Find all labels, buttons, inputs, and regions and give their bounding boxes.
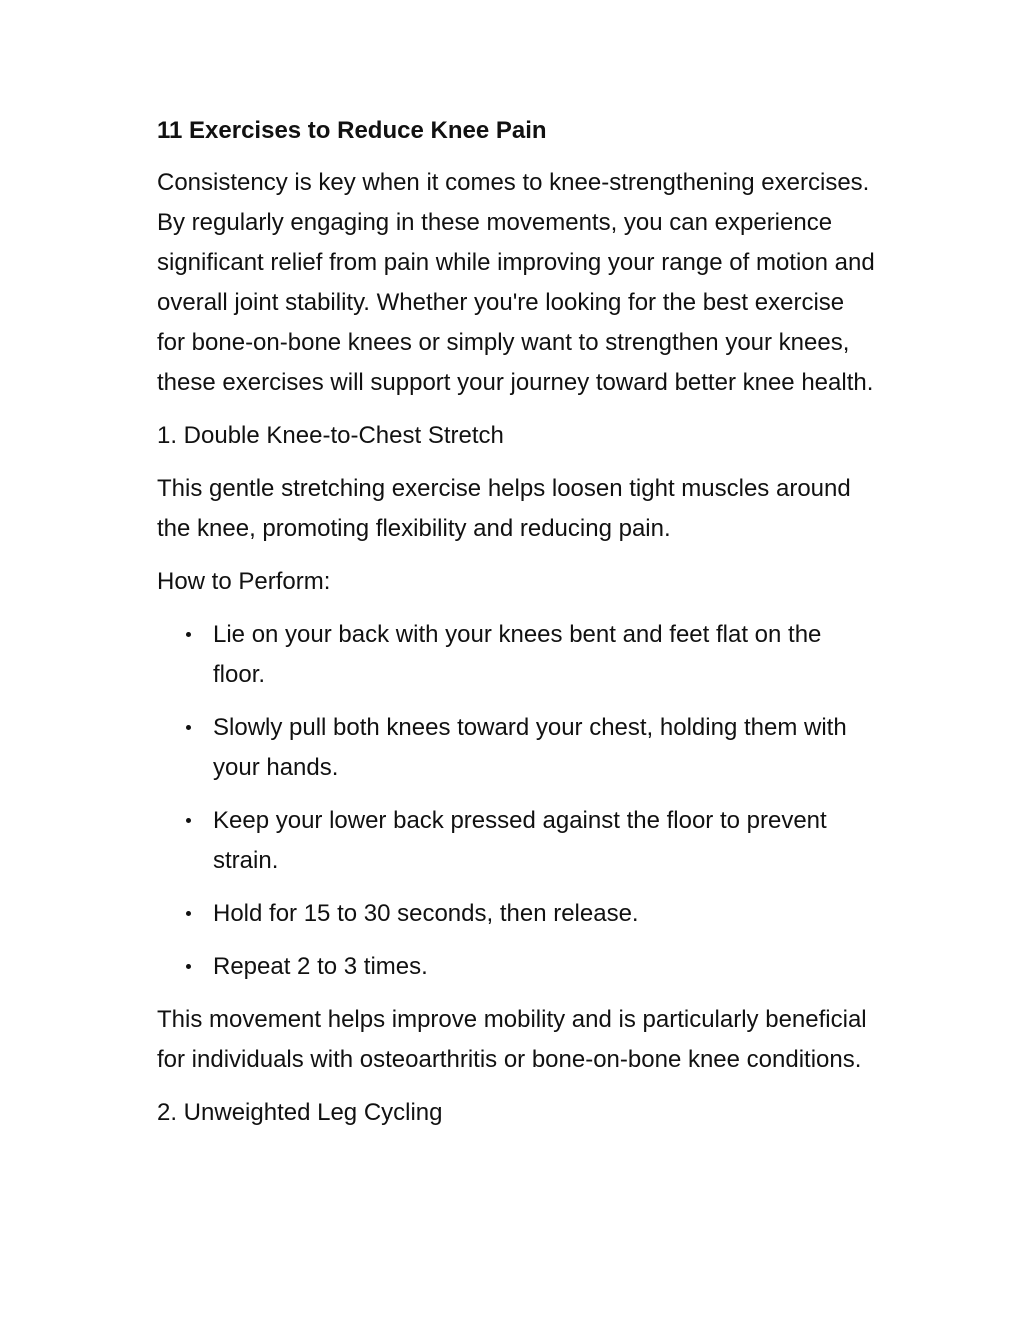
step-text: Repeat 2 to 3 times. [213, 953, 428, 980]
section-1-closing: This movement helps improve mobility and is particularly beneficial for individuals with osteoarthritis or bone-on-bone knee conditions. [157, 1006, 867, 1073]
list-item [157, 947, 877, 987]
section-2-heading: 2. Unweighted Leg Cycling [157, 1099, 443, 1126]
document-title: 11 Exercises to Reduce Knee Pain [157, 117, 547, 144]
steps-list [157, 615, 877, 987]
step-text: Slowly pull both knees toward your chest, holding them with your hands. [213, 714, 847, 781]
section-1-heading: 1. Double Knee-to-Chest Stretch [157, 422, 504, 449]
step-text: Hold for 15 to 30 seconds, then release. [213, 900, 639, 927]
how-to-label: How to Perform: [157, 568, 331, 595]
document-page [157, 111, 877, 1146]
bullet-icon [186, 632, 191, 637]
section-1-description: This gentle stretching exercise helps loosen tight muscles around the knee, promoting flexibility and reducing pain. [157, 475, 851, 542]
list-item [157, 615, 877, 695]
step-text: Lie on your back with your knees bent and feet flat on the floor. [213, 621, 822, 688]
bullet-icon [186, 725, 191, 730]
list-item [157, 801, 877, 881]
bullet-icon [186, 964, 191, 969]
bullet-icon [186, 911, 191, 916]
bullet-icon [186, 818, 191, 823]
step-text: Keep your lower back pressed against the floor to prevent strain. [213, 807, 827, 874]
list-item [157, 708, 877, 788]
list-item [157, 894, 877, 934]
intro-paragraph: Consistency is key when it comes to knee-strengthening exercises. By regularly engaging in these movements, you can experience significant relief from pain while improving your range of motion and overall joint stability. Whether you're looking for the best exercise for bone-on-bone knees or simply want to strengthen your knees, these exercises will support your journey toward better knee health. [157, 169, 875, 396]
